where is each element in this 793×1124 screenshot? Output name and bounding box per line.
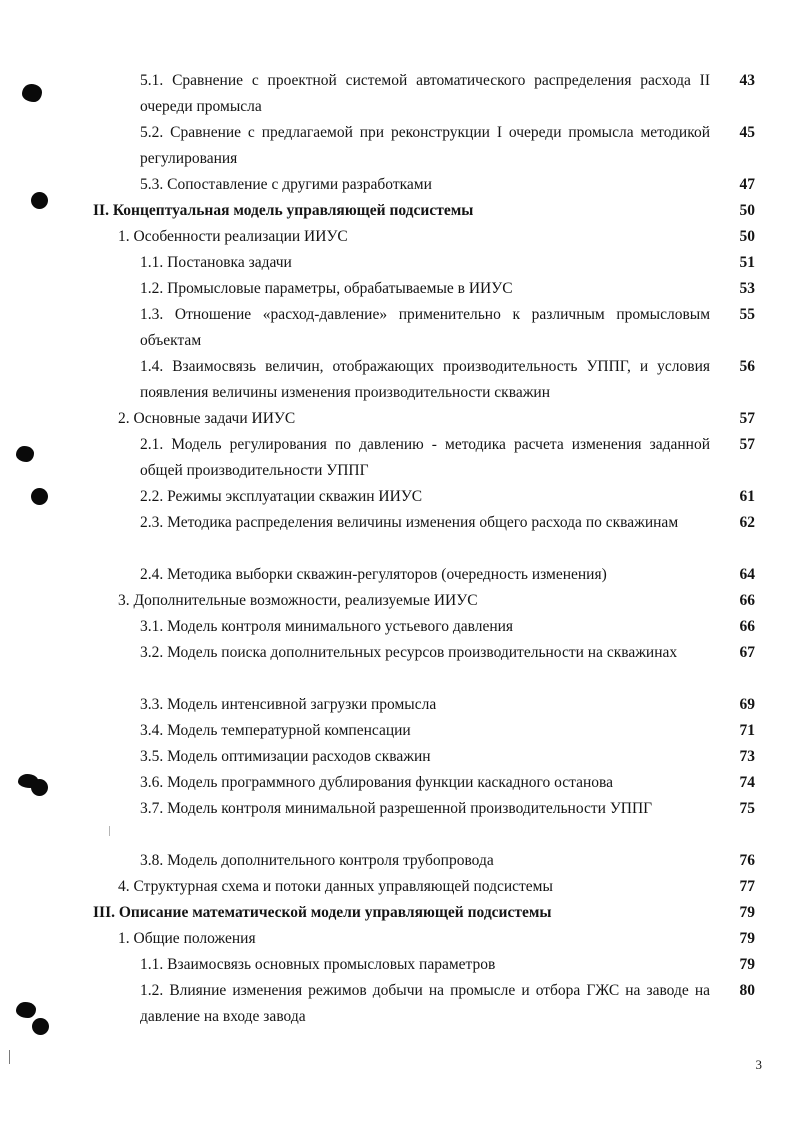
- toc-entry-page: 53: [739, 280, 755, 297]
- punch-hole-mark: [31, 488, 48, 505]
- toc-entry-title: 1.2. Промысловые параметры, обрабатываемые в ИИУС: [140, 280, 513, 297]
- toc-entry-page: 69: [739, 696, 755, 713]
- toc-entry-title: 3.6. Модель программного дублирования функции каскадного останова: [140, 774, 614, 791]
- scan-mark: [16, 446, 34, 462]
- toc-entry-page: 76: [739, 852, 755, 869]
- toc-entry-title: 3.2. Модель поиска дополнительных ресурсов производительности на скважинах: [140, 644, 678, 661]
- toc-entry-title: 1.1. Постановка задачи: [140, 254, 292, 271]
- toc-entry-page: 50: [739, 202, 755, 219]
- toc-entry-title: 5.1. Сравнение с проектной системой автоматического распределения расхода II очереди промысла: [140, 72, 710, 115]
- toc-entry-page: 79: [739, 904, 755, 921]
- toc-entry-title: 5.2. Сравнение с предлагаемой при реконструкции I очереди промысла методикой регулирования: [140, 124, 710, 167]
- toc-entry-title: 3. Дополнительные возможности, реализуемые ИИУС: [118, 592, 478, 609]
- toc-entry-page: 80: [739, 982, 755, 999]
- scan-mark: [16, 1002, 36, 1018]
- punch-hole-mark: [31, 192, 48, 209]
- toc-entry-title: 2.3. Методика распределения величины изменения общего расхода по скважинам: [140, 514, 679, 531]
- toc-entry-page: 66: [739, 592, 755, 609]
- scan-line-mark: [9, 1050, 10, 1064]
- toc-entry-page: 61: [739, 488, 755, 505]
- toc-entry-page: 79: [739, 930, 755, 947]
- toc-entry-title: 1.2. Влияние изменения режимов добычи на промысле и отбора ГЖС на заводе на давление на входе завода: [140, 982, 710, 1025]
- toc-entry-title: 3.3. Модель интенсивной загрузки промысла: [140, 696, 437, 713]
- toc-entry-page: 75: [739, 800, 755, 817]
- toc-entry-title: 3.4. Модель температурной компенсации: [140, 722, 411, 739]
- toc-entry-page: 74: [739, 774, 755, 791]
- toc-entry-title: II. Концептуальная модель управляющей подсистемы: [93, 202, 474, 219]
- toc-entry-page: 45: [739, 124, 755, 141]
- toc-entry-title: 3.7. Модель контроля минимальной разрешенной производительности УППГ: [140, 800, 653, 817]
- toc-entry-page: 77: [739, 878, 755, 895]
- toc-entry-page: 57: [739, 436, 755, 453]
- toc-entry-title: 2.2. Режимы эксплуатации скважин ИИУС: [140, 488, 423, 505]
- toc-entry-page: 79: [739, 956, 755, 973]
- toc-entry-title: 4. Структурная схема и потоки данных управляющей подсистемы: [118, 878, 553, 895]
- toc-entry-page: 55: [739, 306, 755, 323]
- toc-entry-title: 3.5. Модель оптимизации расходов скважин: [140, 748, 431, 765]
- toc-entry-page: 62: [739, 514, 755, 531]
- toc-entry-page: 56: [739, 358, 755, 375]
- punch-hole-mark: [31, 779, 48, 796]
- toc-entry-page: 57: [739, 410, 755, 427]
- toc-entry-page: 47: [739, 176, 755, 193]
- toc-entry-page: 50: [739, 228, 755, 245]
- toc-entry-title: 1.1. Взаимосвязь основных промысловых параметров: [140, 956, 496, 973]
- toc-entry-page: 73: [739, 748, 755, 765]
- toc-entry-title: III. Описание математической модели управляющей подсистемы: [93, 904, 552, 921]
- toc-entry-title: 1.4. Взаимосвязь величин, отображающих производительность УППГ, и условия появления величины изменения производительности скважин: [140, 358, 710, 401]
- toc-entry-title: 1.3. Отношение «расход-давление» применительно к различным промысловым объектам: [140, 306, 710, 349]
- toc-entry-title: 5.3. Сопоставление с другими разработками: [140, 176, 432, 193]
- punch-hole-mark: [32, 1018, 49, 1035]
- toc-entry-title: 2.4. Методика выборки скважин-регуляторов (очередность изменения): [140, 566, 607, 583]
- toc-entry-title: 3.1. Модель контроля минимального устьевого давления: [140, 618, 514, 635]
- toc-entry-title: 1. Особенности реализации ИИУС: [118, 228, 348, 245]
- toc-entry-title: 1. Общие положения: [118, 930, 256, 947]
- toc-entry-page: 64: [739, 566, 755, 583]
- toc-entry-page: 71: [739, 722, 755, 739]
- toc-entry-page: 66: [739, 618, 755, 635]
- toc-entry-title: 2. Основные задачи ИИУС: [118, 410, 296, 427]
- scan-mark: [22, 84, 42, 102]
- toc-entry-page: 43: [739, 72, 755, 89]
- scan-line-mark: [109, 826, 110, 836]
- toc-entry-page: 67: [739, 644, 755, 661]
- toc-entry-title: 3.8. Модель дополнительного контроля трубопровода: [140, 852, 494, 869]
- page-number: 3: [755, 1057, 762, 1072]
- toc-entry-title: 2.1. Модель регулирования по давлению - методика расчета изменения заданной общей производительности УППГ: [140, 436, 710, 479]
- toc-entry-page: 51: [739, 254, 755, 271]
